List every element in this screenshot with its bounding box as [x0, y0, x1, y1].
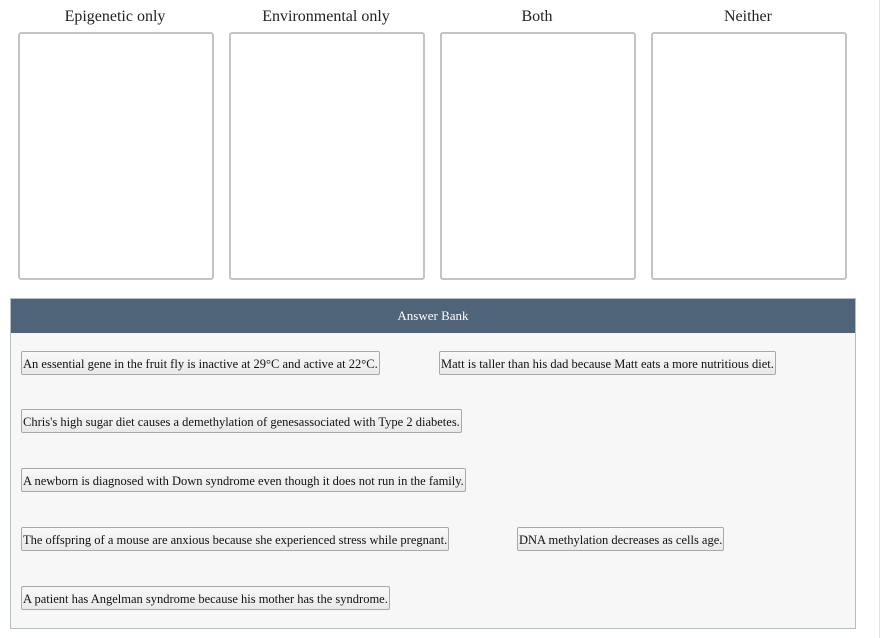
category-header-both: Both — [521, 8, 553, 25]
drop-zone-environmental[interactable] — [229, 32, 425, 280]
answer-bank — [10, 298, 856, 629]
answer-chip[interactable]: The offspring of a mouse are anxious because she experienced stress while pregnant. — [21, 527, 449, 551]
category-header-environmental: Environmental only — [262, 8, 390, 25]
answer-chip[interactable]: Chris's high sugar diet causes a demethylation of genesassociated with Type 2 diabetes. — [21, 409, 462, 433]
page-divider — [879, 0, 880, 638]
drop-zone-neither[interactable] — [651, 32, 847, 280]
answer-chip[interactable]: Matt is taller than his dad because Matt eats a more nutritious diet. — [439, 351, 776, 375]
answer-bank-title: Answer Bank — [11, 299, 855, 333]
answer-chip[interactable]: A newborn is diagnosed with Down syndrome even though it does not run in the family. — [21, 468, 466, 492]
drop-zone-epigenetic[interactable] — [18, 32, 214, 280]
category-header-epigenetic: Epigenetic only — [64, 8, 166, 25]
answer-chip[interactable]: A patient has Angelman syndrome because his mother has the syndrome. — [21, 586, 390, 610]
answer-chip[interactable]: An essential gene in the fruit fly is inactive at 29°C and active at 22°C. — [21, 351, 380, 375]
category-header-neither: Neither — [724, 8, 772, 25]
drop-zone-both[interactable] — [440, 32, 636, 280]
answer-chip[interactable]: DNA methylation decreases as cells age. — [517, 527, 724, 551]
